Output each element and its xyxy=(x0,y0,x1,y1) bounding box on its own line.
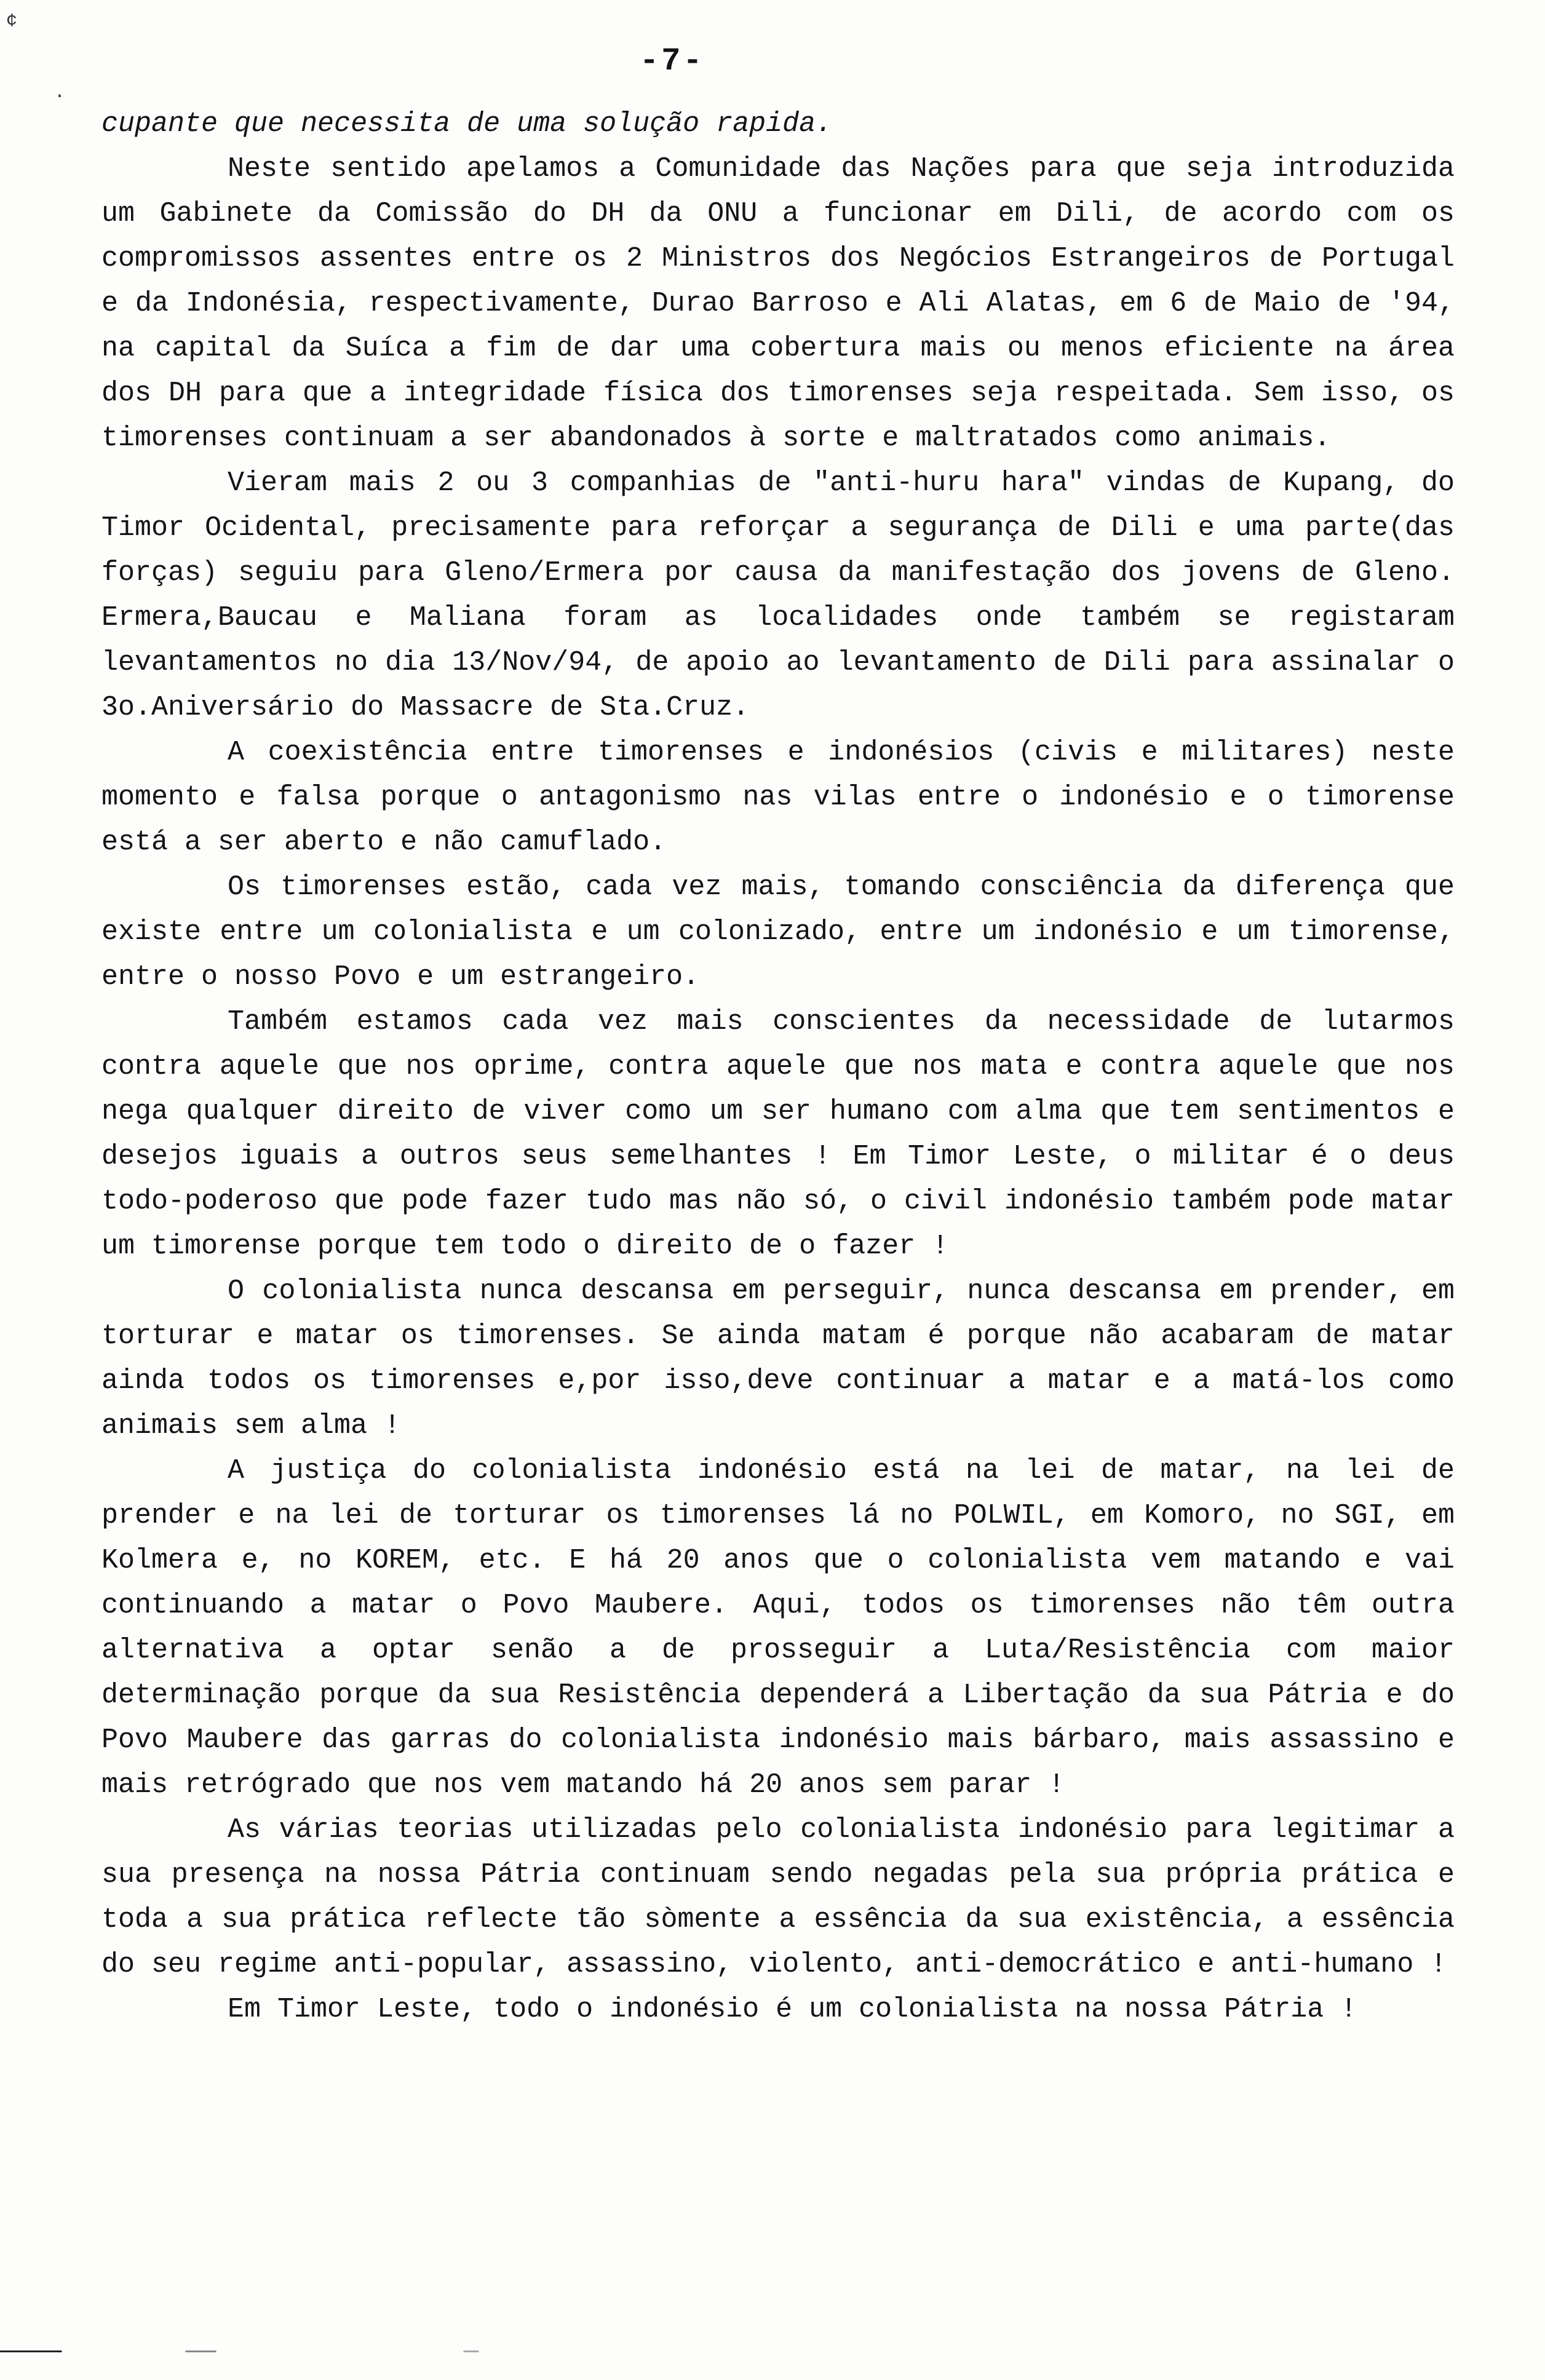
paragraph-companies: Vieram mais 2 ou 3 companhias de "anti-huru hara" vindas de Kupang, do Timor Ocidental, precisamente para reforçar a segurança de Dili e uma parte(das forças) seguiu para Gleno/Ermera por causa da manifestação dos jovens de Gleno. Ermera,Baucau e Maliana foram as localidades onde também se registaram levantamentos no dia 13/Nov/94, de apoio ao levantamento de Dili para assinalar o 3o.Aniversário do Massacre de Sta.Cruz. xyxy=(101,467,1472,723)
paragraph-consciousness: Os timorenses estão, cada vez mais, tomando consciência da diferença que existe entre um colonialista e um colonizado, entre um indonésio e um timorense, entre o nosso Povo e um estrangeiro. xyxy=(101,871,1472,993)
paragraph-appeal: Neste sentido apelamos a Comunidade das Nações para que seja introduzida um Gabinete da Comissão do DH da ONU a funcionar em Dili, de acordo com os compromissos assentes entre os 2 Ministros dos Negócios Estrangeiros de Portugal e da Indonésia, respectivamente, Durao Barroso e Ali Alatas, em 6 de Maio de '94, na capital da Suíca a fim de dar uma cobertura mais ou menos eficiente na área dos DH para que a integridade física dos timorenses seja respeitada. Sem isso, os timorenses continuam a ser abandonados à sorte e maltratados como animais. xyxy=(101,153,1472,454)
paragraph-continuation: cupante que necessita de uma solução rapida. xyxy=(101,108,833,140)
bottom-edge-rule xyxy=(0,2350,1545,2352)
margin-mark-dot: · xyxy=(54,86,66,107)
paragraph-theories: As várias teorias utilizadas pelo colonialista indonésio para legitimar a sua presença na nossa Pátria continuam sendo negadas pela sua própria prática e toda a sua prática reflecte tão sòmente a essência da sua existência, a essência do seu regime anti-popular, assassino, violento, anti-democrático e anti-humano ! xyxy=(101,1814,1472,1980)
margin-mark-top: ¢ xyxy=(6,11,18,32)
paragraph-persecution: O colonialista nunca descansa em perseguir, nunca descansa em prender, em torturar e matar os timorenses. Se ainda matam é porque não acabaram de matar ainda todos os timorenses e,por isso,deve continuar a matar e a matá-los como animais sem alma ! xyxy=(101,1275,1472,1442)
paragraph-struggle: Também estamos cada vez mais conscientes da necessidade de lutarmos contra aquele que nos oprime, contra aquele que nos mata e contra aquele que nos nega qualquer direito de viver como um ser humano com alma que tem sentimentos e desejos iguais a outros seus semelhantes ! Em Timor Leste, o militar é o deus todo-poderoso que pode fazer tudo mas não só, o civil indonésio também pode matar um timorense porque tem todo o direito de o fazer ! xyxy=(101,1006,1472,1262)
body-text xyxy=(101,101,1472,2032)
page-number: -7- xyxy=(640,43,705,79)
paragraph-coexistence: A coexistência entre timorenses e indonésios (civis e militares) neste momento e falsa porque o antagonismo nas vilas entre o indonésio e o timorense está a ser aberto e não camuflado. xyxy=(101,737,1472,858)
paragraph-conclusion: Em Timor Leste, todo o indonésio é um colonialista na nossa Pátria ! xyxy=(228,1994,1357,2025)
paragraph-justice: A justiça do colonialista indonésio está na lei de matar, na lei de prender e na lei de torturar os timorenses lá no POLWIL, em Komoro, no SGI, em Kolmera e, no KOREM, etc. E há 20 anos que o colonialista vem matando e vai continuando a matar o Povo Maubere. Aqui, todos os timorenses não têm outra alternativa a optar senão a de prosseguir a Luta/Resistência com maior determinação porque da sua Resistência dependerá a Libertação da sua Pátria e do Povo Maubere das garras do colonialista indonésio mais bárbaro, mais assassino e mais retrógrado que nos vem matando há 20 anos sem parar ! xyxy=(101,1455,1472,1801)
